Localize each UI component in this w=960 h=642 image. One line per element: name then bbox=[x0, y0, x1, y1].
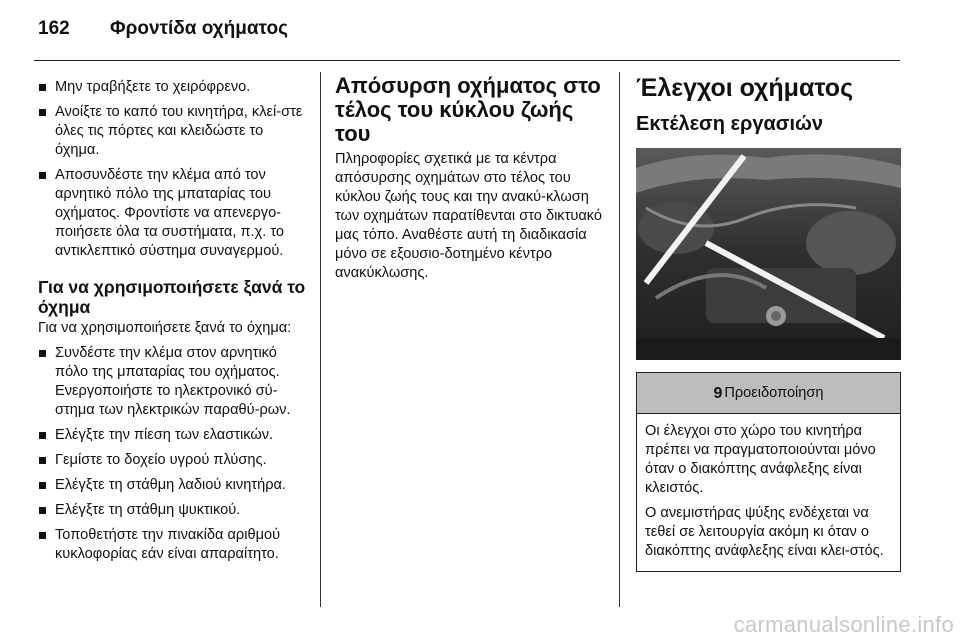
page-header bbox=[38, 18, 288, 48]
list-item: Τοποθετήστε την πινακίδα αριθμού κυκλοφορίας εάν είναι απαραίτητο. bbox=[38, 526, 306, 564]
bullet-list-bottom bbox=[38, 344, 306, 564]
list-item: Μην τραβήξετε το χειρόφρενο. bbox=[38, 78, 306, 97]
warning-triangle-icon: 9 bbox=[713, 384, 723, 402]
warning-paragraph: Οι έλεγχοι στο χώρο του κινητήρα πρέπει να πραγματοποιούνται μόνο όταν ο διακόπτης ανάφλεξης είναι κλειστός. bbox=[645, 423, 876, 496]
intro-text: Για να χρησιμοποιήσετε ξανά το όχημα: bbox=[38, 320, 292, 336]
watermark: carmanualsonline.info bbox=[733, 612, 954, 637]
list-item: Ελέγξτε την πίεση των ελαστικών. bbox=[38, 426, 306, 445]
header-rule bbox=[34, 60, 900, 61]
column-1 bbox=[38, 78, 306, 570]
list-item: Αποσυνδέστε την κλέμα από τον αρνητικό πόλο της μπαταρίας του οχήματος. Φροντίστε να απενεργο-ποιήσετε όλα τα συστήματα, π.χ. το αντικλεπτικό σύστημα συναγερμού. bbox=[38, 166, 306, 261]
warning-header bbox=[637, 373, 900, 414]
list-item: Ελέγξτε τη στάθμη ψυκτικού. bbox=[38, 501, 306, 520]
warning-box bbox=[636, 372, 901, 572]
subheading-performing-work: Εκτέλεση εργασιών bbox=[636, 113, 824, 135]
heading-vehicle-disposal: Απόσυρση οχήματος στο τέλος του κύκλου ζωής του bbox=[335, 73, 601, 146]
warning-title: Προειδοποίηση bbox=[724, 384, 824, 401]
list-item: Γεμίστε το δοχείο υγρού πλύσης. bbox=[38, 451, 306, 470]
column-divider-1 bbox=[320, 72, 321, 607]
column-divider-2 bbox=[619, 72, 620, 607]
page-number: 162 bbox=[38, 18, 70, 39]
subheading-reuse-vehicle: Για να χρησιμοποιήσετε ξανά το όχημα bbox=[38, 277, 306, 317]
bullet-list-top bbox=[38, 78, 306, 261]
engine-bay-illustration bbox=[636, 148, 901, 360]
warning-body bbox=[637, 414, 900, 571]
disposal-text: Πληροφορίες σχετικά με τα κέντρα απόσυρσης οχημάτων στο τέλος του κύκλου ζωής τους και την ανακύ-κλωση των οχημάτων παρατίθενται στο δικτυακό μας τόπο. Αναθέστε αυτή τη διαδικασία μόνο σε εξουσιο-δοτημένο κέντρο ανακύκλωσης. bbox=[335, 151, 603, 281]
column-3 bbox=[636, 74, 901, 572]
warning-paragraph: Ο ανεμιστήρας ψύξης ενδέχεται να τεθεί σε λειτουργία ακόμη κι όταν ο διακόπτης ανάφλεξης είναι κλει-στός. bbox=[645, 505, 884, 559]
column-2 bbox=[335, 74, 603, 289]
list-item: Ελέγξτε τη στάθμη λαδιού κινητήρα. bbox=[38, 476, 306, 495]
list-item: Ανοίξτε το καπό του κινητήρα, κλεί-στε όλες τις πόρτες και κλειδώστε το όχημα. bbox=[38, 103, 306, 160]
heading-vehicle-checks: Έλεγχοι οχήματος bbox=[636, 74, 854, 102]
list-item: Συνδέστε την κλέμα στον αρνητικό πόλο της μπαταρίας του οχήματος. Ενεργοποιήστε το ηλεκτρονικό σύ-στημα των ηλεκτρικών παραθύ-ρων. bbox=[38, 344, 306, 420]
section-title: Φροντίδα οχήματος bbox=[110, 18, 288, 39]
engine-bay-photo bbox=[636, 148, 901, 360]
